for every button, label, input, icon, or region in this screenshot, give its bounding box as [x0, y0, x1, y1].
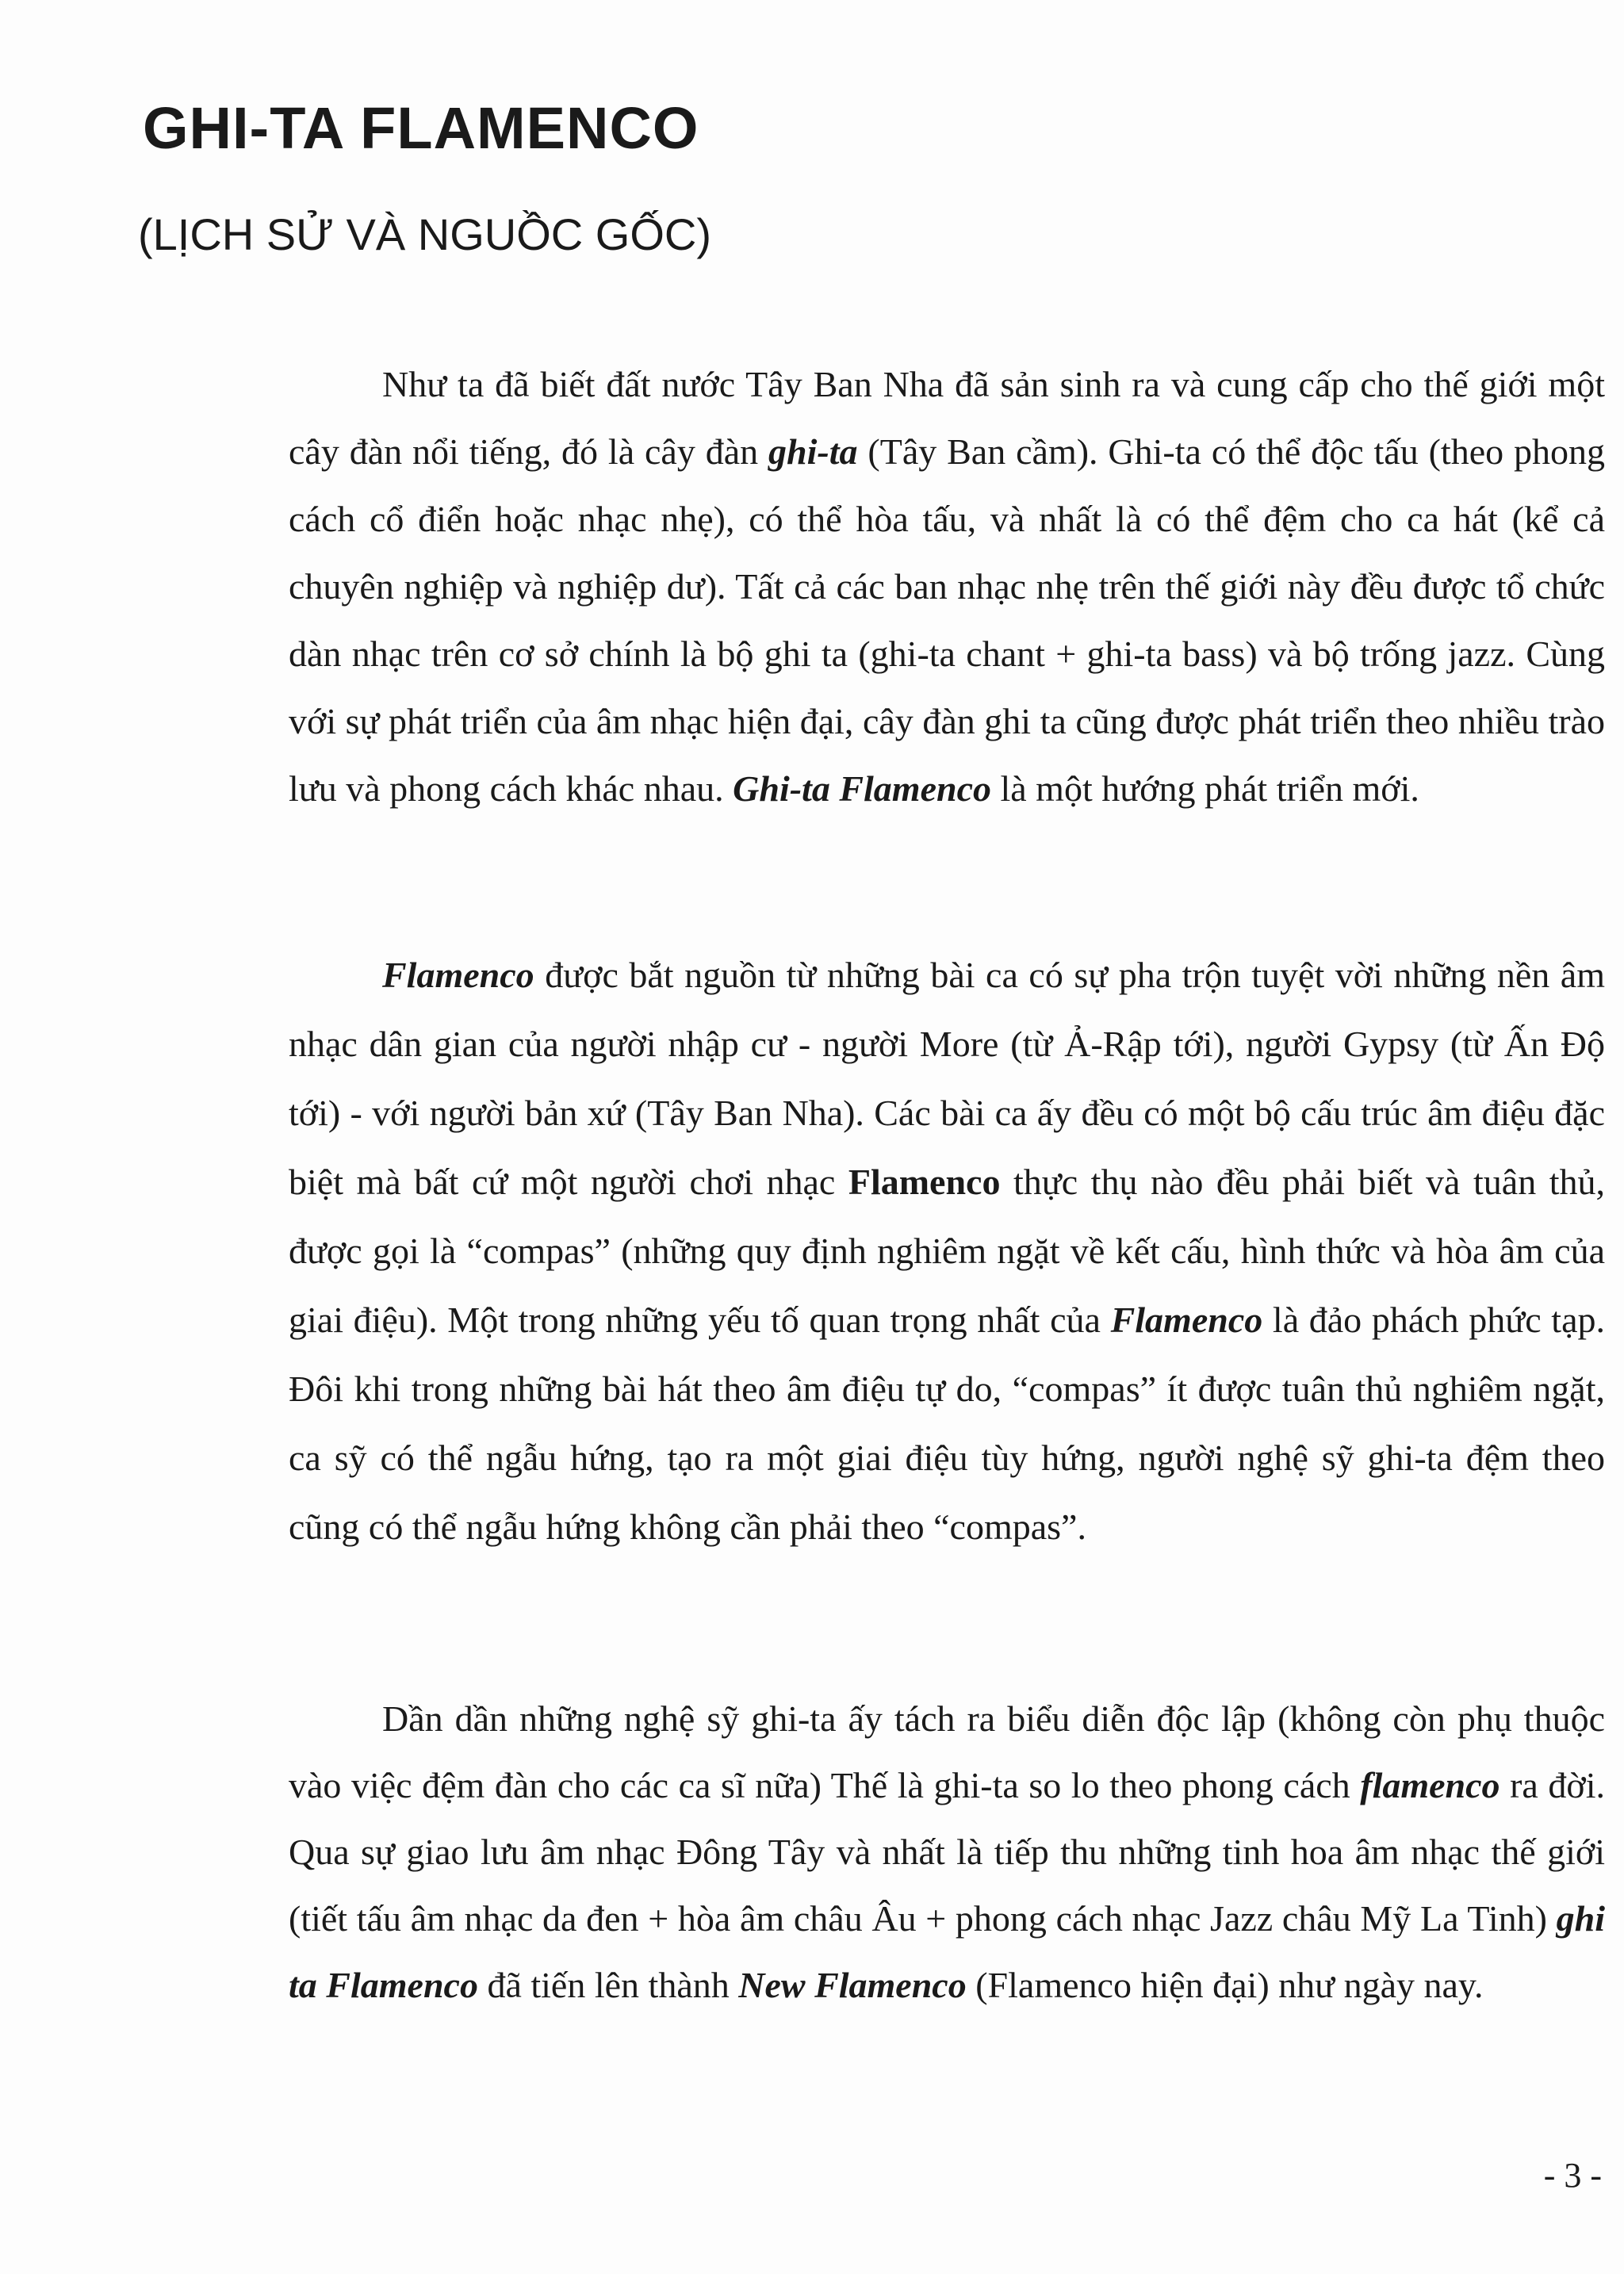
emphasis-ghi-ta-flamenco: Ghi-ta Flamenco — [733, 768, 991, 809]
emphasis-flamenco-bold: Flamenco — [848, 1162, 1001, 1202]
paragraph-1-text: Như ta đã biết đất nước Tây Ban Nha đã sản sinh ra và cung cấp cho thế giới một cây đàn nổi tiếng, đó là cây đàn — [289, 364, 1605, 472]
page-subtitle: (LỊCH SỬ VÀ NGUỒC GỐC) — [138, 209, 711, 259]
emphasis-ghi-ta: ghi-ta — [768, 431, 858, 472]
page-title: GHI-TA FLAMENCO — [143, 95, 699, 161]
paragraph-3-text: đã tiến lên thành — [477, 1965, 739, 2005]
paragraph-3 — [289, 1686, 1605, 2019]
paragraph-2 — [289, 940, 1605, 1561]
paragraph-2-text: thực thụ nào đều phải biết và tuân thủ, được gọi là “compas” (những quy định nghiêm ngặt về kết cấu, hình thức và hòa âm của giai điệu). Một trong những yếu tố quan trọng nhất của — [289, 1162, 1605, 1340]
paragraph-2-text: được bắt nguồn từ những bài ca có sự pha trộn tuyệt vời những nền âm nhạc dân gian của người nhập cư - người More (từ Ả-Rập tới), người Gypsy (từ Ấn Độ tới) - với người bản xứ (Tây Ban Nha). Các bài ca ấy đều có một bộ cấu trúc âm điệu đặc biệt mà bất cứ một người chơi nhạc — [289, 955, 1605, 1202]
emphasis-ghi-ta-flamenco: ghi ta Flamenco — [289, 1898, 1605, 2005]
paragraph-2-text: là đảo phách phức tạp. Đôi khi trong những bài hát theo âm điệu tự do, “compas” ít được tuân thủ nghiêm ngặt, ca sỹ có thể ngẫu hứng, tạo ra một giai điệu tùy hứng, người nghệ sỹ ghi-ta đệm theo cũng có thể ngẫu hứng không cần phải theo “compas”. — [289, 1300, 1606, 1547]
paragraph-3-text: ra đời. Qua sự giao lưu âm nhạc Đông Tây và nhất là tiếp thu những tinh hoa âm nhạc thế giới (tiết tấu âm nhạc da đen + hòa âm châu Âu + phong cách nhạc Jazz châu Mỹ La Tinh) — [289, 1765, 1605, 1939]
page-number: - 3 - — [1543, 2156, 1602, 2195]
emphasis-flamenco: Flamenco — [1110, 1300, 1263, 1340]
paragraph-3-text: (Flamenco hiện đại) như ngày nay. — [966, 1965, 1484, 2005]
paragraph-1-text: là một hướng phát triển mới. — [990, 768, 1419, 809]
paragraph-1 — [289, 350, 1605, 822]
paragraph-3-text: Dần dần những nghệ sỹ ghi-ta ấy tách ra biểu diễn độc lập (không còn phụ thuộc vào việc đệm đàn cho các ca sĩ nữa) Thế là ghi-ta so lo theo phong cách — [289, 1698, 1605, 1805]
emphasis-flamenco: Flamenco — [382, 955, 534, 995]
emphasis-new-flamenco: New Flamenco — [738, 1965, 967, 2005]
paragraph-1-text: (Tây Ban cầm). Ghi-ta có thể độc tấu (theo phong cách cổ điển hoặc nhạc nhẹ), có thể hòa tấu, và nhất là có thể đệm cho ca hát (kể cả chuyên nghiệp và nghiệp dư). Tất cả các ban nhạc nhẹ trên thế giới này đều được tổ chức dàn nhạc trên cơ sở chính là bộ ghi ta (ghi-ta chant + ghi-ta bass) và bộ trống jazz. Cùng với sự phát triển của âm nhạc hiện đại, cây đàn ghi ta cũng được phát triển theo nhiều trào lưu và phong cách khác nhau. — [289, 431, 1605, 809]
emphasis-flamenco-lower: flamenco — [1360, 1765, 1500, 1805]
